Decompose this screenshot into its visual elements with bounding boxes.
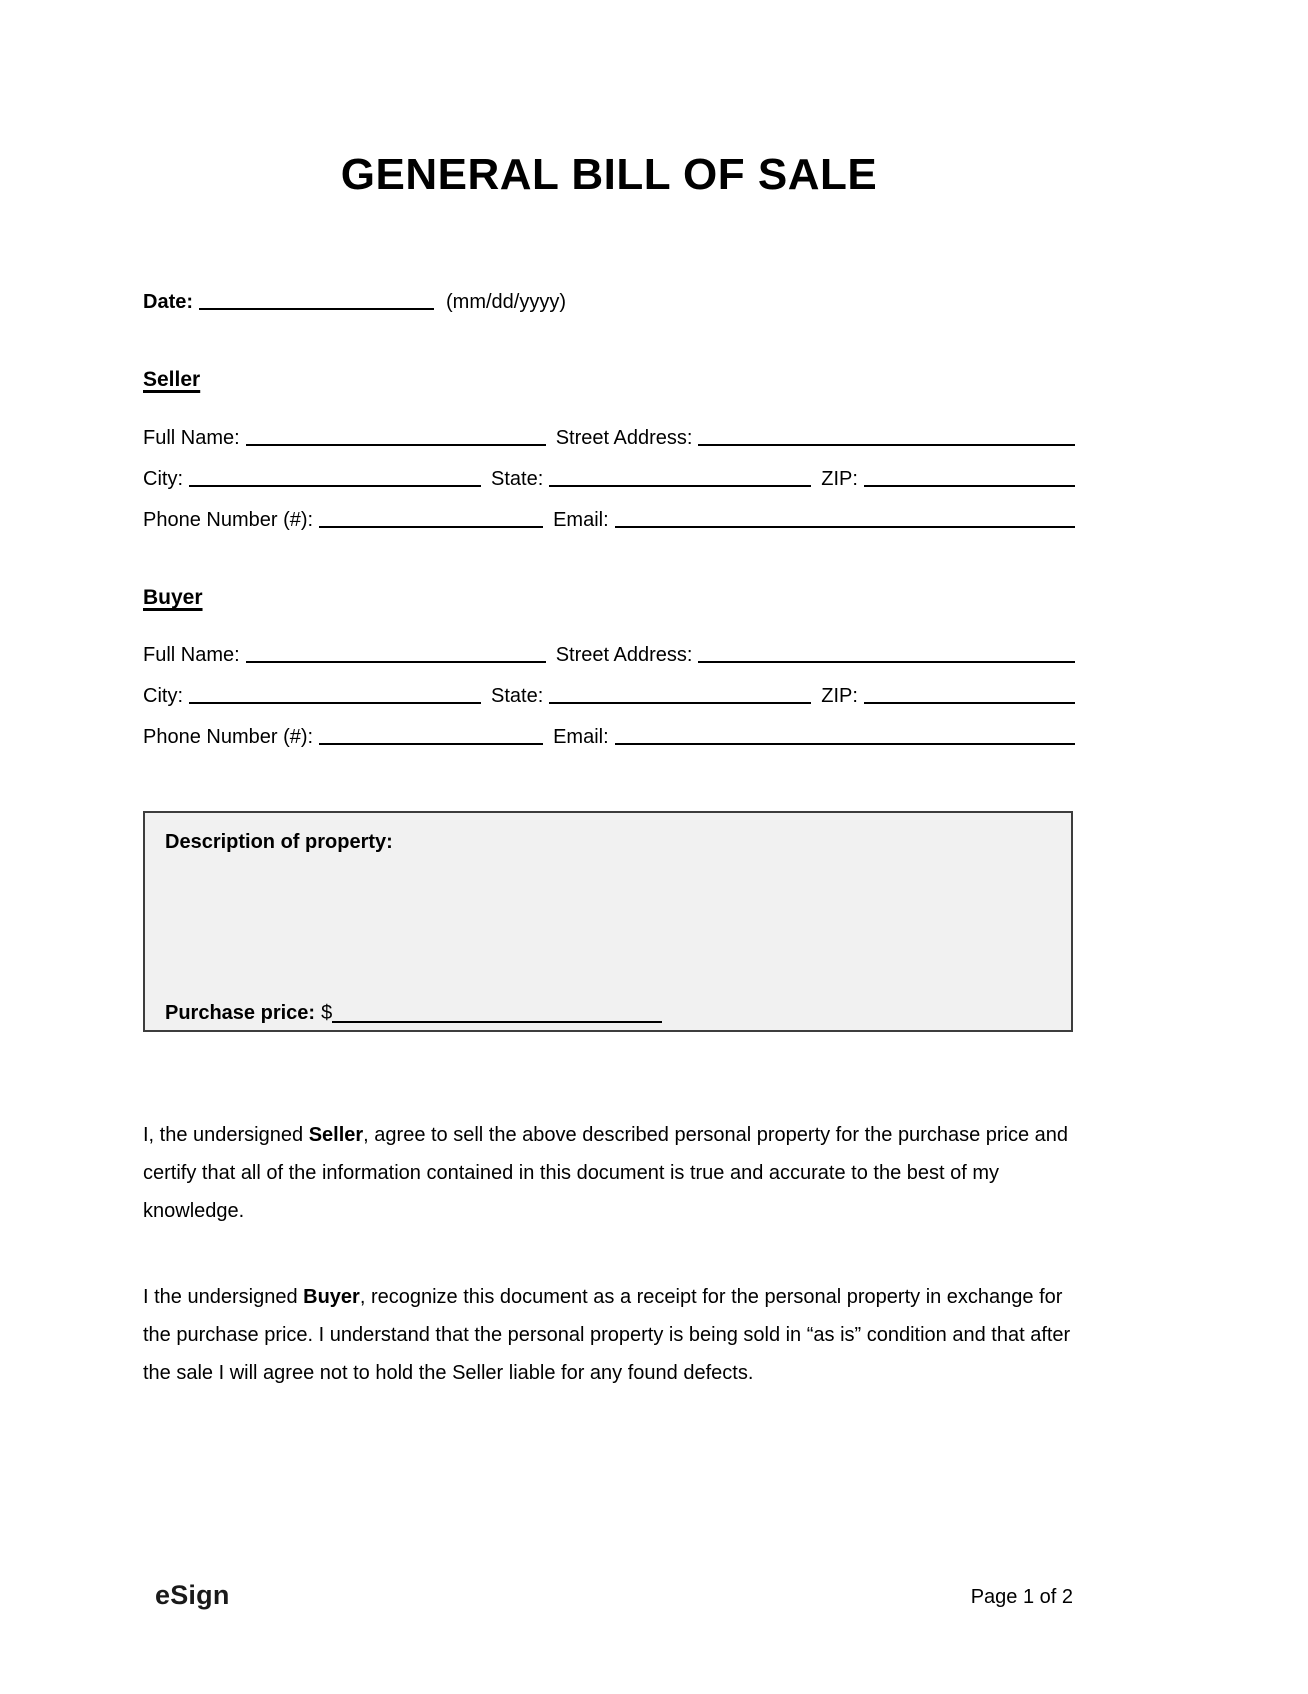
seller-street-address-label: Street Address: (555, 427, 693, 449)
date-label: Date: (143, 291, 194, 313)
seller-phone-label: Phone Number (#): (143, 509, 314, 531)
seller-clause-emphasis: Seller (308, 1124, 364, 1146)
seller-street-address-line[interactable] (698, 420, 1075, 446)
currency-symbol: $ (321, 1002, 333, 1024)
property-description-box (143, 811, 1073, 1032)
buyer-city-label: City: (143, 685, 183, 707)
seller-zip-line[interactable] (864, 461, 1075, 487)
seller-city-line[interactable] (189, 461, 481, 487)
seller-full-name-label: Full Name: (143, 427, 240, 449)
buyer-full-name-line[interactable] (246, 637, 546, 663)
buyer-zip-line[interactable] (864, 678, 1075, 704)
seller-clause-suffix: , agree to sell the above described personal property for the purchase price and certify that all of the information contained in this document is true and accurate to the best of my knowledge. (143, 1124, 1069, 1222)
date-input-line[interactable] (199, 284, 434, 310)
seller-clause-paragraph (143, 1116, 1077, 1230)
buyer-phone-label: Phone Number (#): (143, 726, 314, 748)
seller-email-line[interactable] (615, 502, 1075, 528)
buyer-email-label: Email: (553, 726, 609, 748)
seller-section-heading: Seller (143, 368, 201, 391)
seller-city-label: City: (143, 468, 183, 490)
esign-logo: eSign (155, 1580, 230, 1610)
seller-clause-prefix: I, the undersigned (143, 1124, 309, 1146)
buyer-clause-prefix: I the undersigned (143, 1286, 304, 1308)
property-description-label: Description of property: (165, 831, 393, 853)
buyer-clause-suffix: , recognize this document as a receipt for the personal property in exchange for the purchase price. I understand that the personal property is being sold in “as is” condition and that after the sale I will agree not to hold the Seller liable for any found defects. (143, 1286, 1071, 1384)
seller-state-label: State: (491, 468, 544, 490)
date-row (143, 284, 1075, 314)
buyer-zip-label: ZIP: (821, 685, 858, 707)
buyer-email-line[interactable] (615, 719, 1075, 745)
buyer-section-heading: Buyer (143, 586, 203, 609)
buyer-full-name-label: Full Name: (143, 644, 240, 666)
purchase-price-row (165, 995, 662, 1025)
seller-state-line[interactable] (549, 461, 811, 487)
seller-zip-label: ZIP: (821, 468, 858, 490)
property-description-input-area[interactable] (165, 865, 1051, 975)
buyer-street-address-line[interactable] (698, 637, 1075, 663)
page-number-label: Page 1 of 2 (970, 1586, 1073, 1608)
buyer-city-state-zip-row (143, 678, 1075, 708)
buyer-state-label: State: (491, 685, 544, 707)
seller-email-label: Email: (553, 509, 609, 531)
buyer-city-line[interactable] (189, 678, 481, 704)
buyer-clause-emphasis: Buyer (303, 1286, 360, 1308)
purchase-price-line[interactable] (332, 997, 662, 1023)
buyer-street-address-label: Street Address: (555, 644, 693, 666)
buyer-phone-email-row (143, 719, 1075, 749)
seller-phone-line[interactable] (319, 502, 543, 528)
seller-city-state-zip-row (143, 461, 1075, 491)
page-title: GENERAL BILL OF SALE (340, 150, 878, 199)
date-format-hint: (mm/dd/yyyy) (446, 291, 567, 313)
buyer-phone-line[interactable] (319, 719, 543, 745)
buyer-state-line[interactable] (549, 678, 811, 704)
buyer-name-address-row (143, 637, 1075, 667)
purchase-price-label: Purchase price: (165, 1002, 316, 1024)
seller-full-name-line[interactable] (246, 420, 546, 446)
seller-phone-email-row (143, 502, 1075, 532)
buyer-clause-paragraph (143, 1278, 1077, 1392)
seller-name-address-row (143, 420, 1075, 450)
